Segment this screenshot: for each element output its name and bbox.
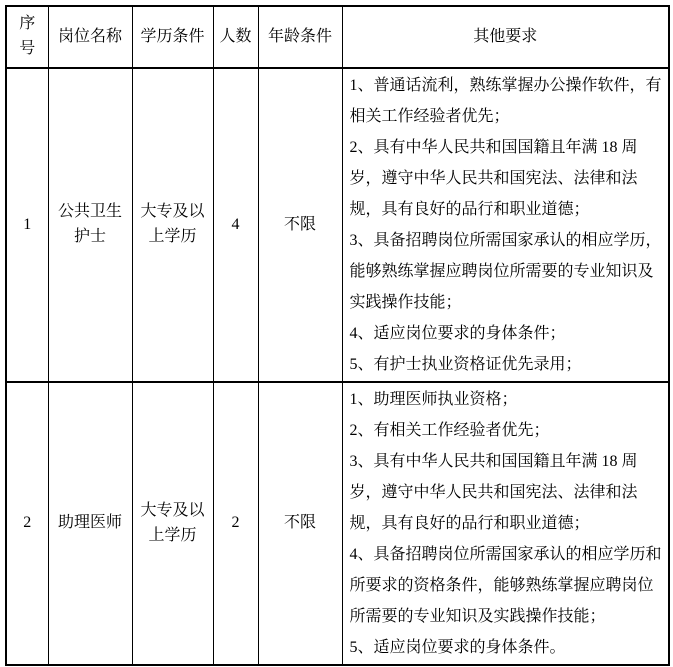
header-seq: 序号: [6, 6, 48, 68]
row2-requirements: [342, 382, 669, 665]
header-other-requirements: 其他要求: [342, 6, 669, 68]
header-age: 年龄条件: [258, 6, 342, 68]
requirement-item: 3、具有中华人民共和国国籍且年满 18 周岁，遵守中华人民共和国宪法、法律和法规，具有良好的品行和职业道德；: [349, 453, 638, 532]
recruitment-table: [5, 5, 670, 666]
requirement-item: 1、普通话流利，熟练掌握办公操作软件，有相关工作经验者优先；: [349, 77, 662, 125]
header-education: 学历条件: [132, 6, 213, 68]
row2-age: 不限: [258, 382, 342, 665]
table-row-2: [6, 382, 669, 665]
requirement-item: 5、适应岗位要求的身体条件。: [349, 639, 566, 656]
requirement-item: 5、有护士执业资格证优先录用；: [349, 356, 582, 373]
requirement-item: 4、具备招聘岗位所需国家承认的相应学历和所要求的资格条件，能够熟练掌握应聘岗位所需要的专业知识及实践操作技能；: [349, 546, 662, 625]
row2-seq: 2: [6, 382, 48, 665]
row2-education: 大专及以上学历: [132, 382, 213, 665]
row2-count: 2: [213, 382, 258, 665]
row1-seq: 1: [6, 68, 48, 382]
table-row-1: [6, 68, 669, 382]
row1-count: 4: [213, 68, 258, 382]
requirement-item: 1、助理医师执业资格；: [349, 391, 518, 408]
table-header-row: [6, 6, 669, 68]
header-position: 岗位名称: [48, 6, 132, 68]
requirement-item: 2、具有中华人民共和国国籍且年满 18 周岁，遵守中华人民共和国宪法、法律和法规，具有良好的品行和职业道德；: [349, 139, 638, 218]
header-count: 人数: [213, 6, 258, 68]
requirement-item: 2、有相关工作经验者优先；: [349, 422, 550, 439]
row1-age: 不限: [258, 68, 342, 382]
row1-requirements: [342, 68, 669, 382]
row2-position: 助理医师: [48, 382, 132, 665]
row1-education: 大专及以上学历: [132, 68, 213, 382]
row1-position: 公共卫生护士: [48, 68, 132, 382]
requirement-item: 4、适应岗位要求的身体条件；: [349, 325, 566, 342]
requirement-item: 3、具备招聘岗位所需国家承认的相应学历，能够熟练掌握应聘岗位所需要的专业知识及实践操作技能；: [349, 232, 662, 311]
